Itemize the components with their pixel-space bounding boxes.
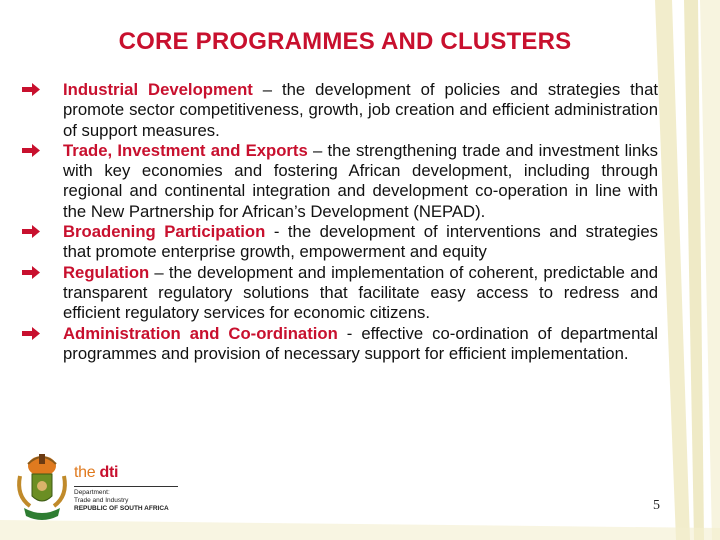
bullet-item	[22, 324, 658, 365]
bullet-text: the development of policies and strategies that promote sector competitiveness, growth, job creation and efficient administration of support measures.	[63, 80, 658, 140]
bullet-separator: -	[265, 222, 288, 242]
bullet-text: the development of interventions and strategies that promote enterprise growth, empowerment and equity	[63, 222, 658, 262]
bullet-term: Regulation	[63, 262, 150, 282]
bullet-text: the strengthening trade and investment links with key economies and fostering African development, including through regional and continental integration and development co-operation in line with the New Partnership for African’s Development (NEPAD).	[63, 140, 658, 221]
slide-title: CORE PROGRAMMES AND CLUSTERS	[118, 28, 572, 55]
bullet-item	[22, 141, 658, 222]
bullet-separator: –	[307, 140, 328, 160]
bullet-text: effective co-ordination of departmental programmes and provision of necessary support for efficient implementation.	[63, 323, 658, 363]
bullet-text: the development and implementation of coherent, predictable and transparent regulatory solutions that facilitate easy access to redress and efficient regulatory services for economic citizens.	[63, 262, 658, 323]
page-number: 5	[653, 498, 660, 513]
bullet-separator: –	[252, 80, 282, 99]
bullet-item	[22, 80, 658, 141]
bullet-term: Administration and Co-ordination	[63, 323, 338, 343]
bullet-item	[22, 222, 658, 263]
bullet-term: Trade, Investment and Exports	[63, 140, 308, 160]
arrow-right-icon	[22, 225, 40, 238]
department-name: Trade and Industry	[74, 497, 129, 504]
dti-brand-prefix: the	[74, 464, 96, 481]
dti-brand-name: dti	[99, 464, 119, 481]
bullet-term: Industrial Development	[63, 80, 253, 99]
arrow-right-icon	[22, 266, 40, 279]
bullet-separator: –	[149, 262, 169, 282]
dti-divider	[74, 486, 178, 487]
department-label: Department:	[74, 489, 110, 496]
bullet-list	[22, 80, 658, 364]
bullet-item	[22, 263, 658, 324]
dti-brand	[74, 464, 194, 482]
country-name: REPUBLIC OF SOUTH AFRICA	[74, 505, 169, 512]
dti-logo	[74, 464, 194, 513]
coat-of-arms-icon	[12, 446, 72, 524]
arrow-right-icon	[22, 327, 40, 340]
arrow-right-icon	[22, 83, 40, 96]
bullet-term: Broadening Participation	[63, 222, 266, 242]
arrow-right-icon	[22, 144, 40, 157]
bullet-separator: -	[337, 323, 362, 343]
